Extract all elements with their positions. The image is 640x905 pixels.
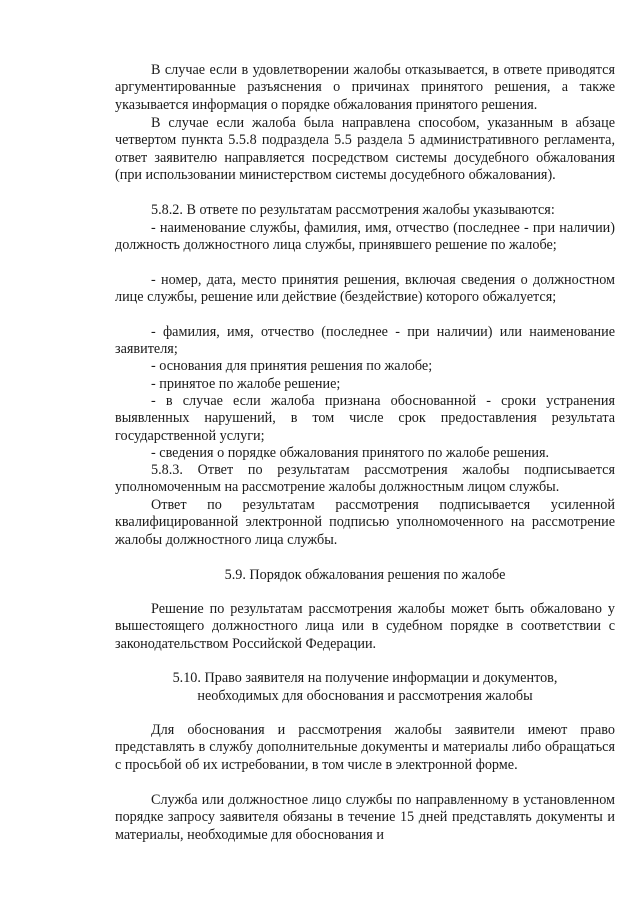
section-heading-5-10-line2: необходимых для обоснования и рассмотрения жалобы: [197, 688, 533, 704]
paragraph-5-8-2: 5.8.2. В ответе по результатам рассмотрения жалобы указываются:: [151, 202, 555, 218]
paragraph-pre-trial-system: В случае если жалоба была направлена способом, указанным в абзаце четвертом пункта 5.5.8 подраздела 5.5 раздела 5 административного регламента, ответ заявителю направляется посредством системы досудебного обжалования (при использовании министерством системы досудебного обжалования).: [115, 115, 615, 183]
list-item-decision: - принятое по жалобе решение;: [151, 376, 341, 392]
list-item-appeal-info: - сведения о порядке обжалования принятого по жалобе решения.: [151, 445, 550, 461]
paragraph-5-8-3: 5.8.3. Ответ по результатам рассмотрения жалобы подписывается уполномоченным на рассмотрение жалобы должностным лицом службы.: [115, 462, 615, 496]
paragraph-signature: Ответ по результатам рассмотрения подписывается усиленной квалифицированной электронной подписью уполномоченного на рассмотрение жалобы должностного лица службы.: [115, 497, 615, 548]
list-item-decision-details: - номер, дата, место принятия решения, включая сведения о должностном лице службы, решение или действие (бездействие) которого обжалуется;: [115, 272, 615, 306]
paragraph-5-10-documents: Для обоснования и рассмотрения жалобы заявители имеют право представлять в службу дополнительные документы и материалы либо обращаться с просьбой об их истребовании, в том числе в электронной форме.: [115, 722, 615, 773]
list-item-deadlines: - в случае если жалоба признана обоснованной - сроки устранения выявленных нарушений, в том числе срок предоставления результата государственной услуги;: [115, 393, 615, 444]
paragraph-5-9: Решение по результатам рассмотрения жалобы может быть обжаловано у вышестоящего должностного лица или в судебном порядке в соответствии с законодательством Российской Федерации.: [115, 601, 615, 652]
list-item-applicant-name: - фамилия, имя, отчество (последнее - при наличии) или наименование заявителя;: [115, 324, 615, 358]
section-heading-5-9: 5.9. Порядок обжалования решения по жалобе: [224, 567, 506, 583]
section-heading-5-10-line1: 5.10. Право заявителя на получение информации и документов,: [172, 670, 558, 686]
paragraph-5-10-request: Служба или должностное лицо службы по направленному в установленном порядке запросу заявителя обязаны в течение 15 дней представлять документы и материалы, необходимые для обоснования и: [115, 792, 615, 843]
list-item-grounds: - основания для принятия решения по жалобе;: [151, 358, 433, 374]
list-item-service-name: - наименование службы, фамилия, имя, отчество (последнее - при наличии) должность должностного лица службы, принявшего решение по жалобе;: [115, 220, 615, 254]
paragraph-refusal: В случае если в удовлетворении жалобы отказывается, в ответе приводятся аргументированные разъяснения о причинах принятого решения, а также указывается информация о порядке обжалования принятого решения.: [115, 62, 615, 113]
